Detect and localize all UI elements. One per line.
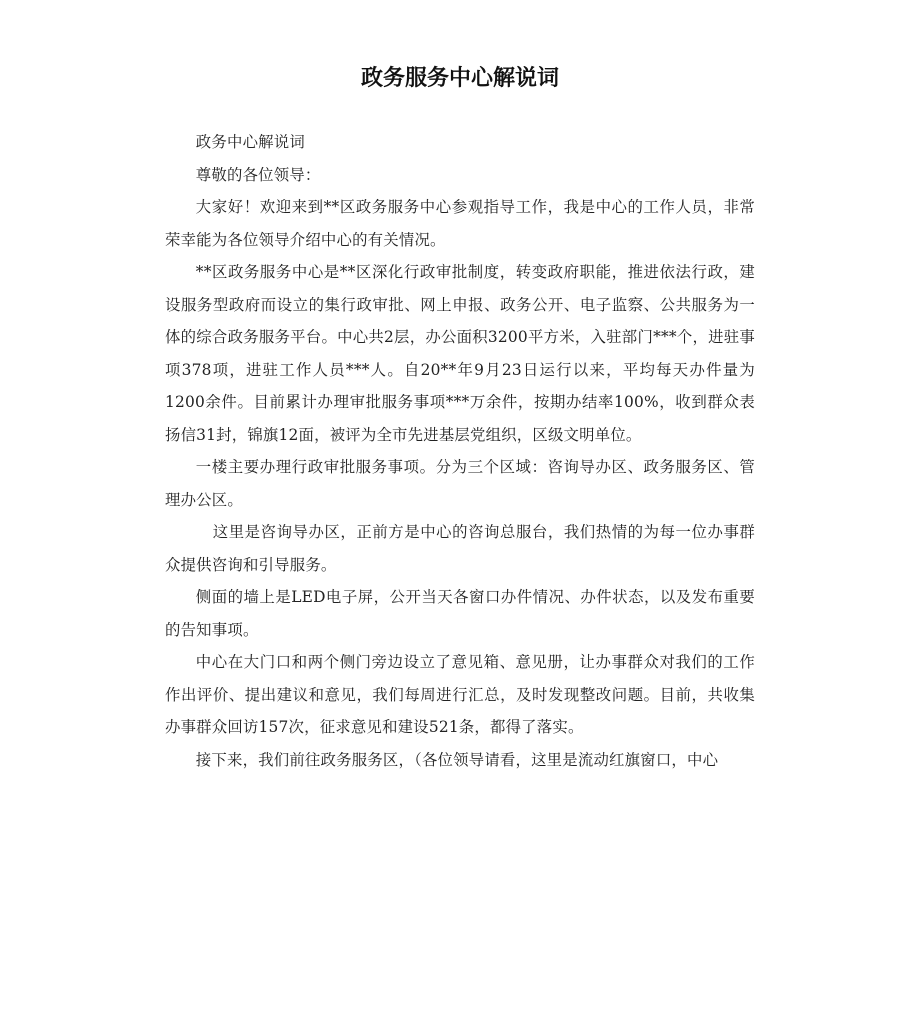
paragraph-led-screen: 侧面的墙上是LED电子屏，公开当天各窗口办件情况、办件状态，以及发布重要的告知事项。 (165, 588, 755, 639)
paragraph-greeting: 大家好！欢迎来到**区政务服务中心参观指导工作，我是中心的工作人员，非常荣幸能为各位领导介绍中心的有关情况。 (165, 198, 755, 249)
paragraph-salutation: 尊敬的各位领导： (195, 165, 321, 184)
paragraph-feedback: 中心在大门口和两个侧门旁边设立了意见箱、意见册，让办事群众对我们的工作作出评价、提出建议和意见，我们每周进行汇总，及时发现整改问题。目前，共收集办事群众回访157次，征求意见和建设521条，都得了落实。 (165, 653, 755, 736)
document-title: 政务服务中心解说词 (360, 66, 559, 91)
document-body (165, 126, 755, 776)
paragraph-center-overview: **区政务服务中心是**区深化行政审批制度，转变政府职能，推进依法行政，建设服务型政府而设立的集行政审批、网上申报、政务公开、电子监察、公共服务为一体的综合政务服务平台。中心共2层，办公面积3200平方米，入驻部门***个，进驻事项378项，进驻工作人员***人。自20**年9月23日运行以来，平均每天办件量为1200余件。目前累计办理审批服务事项***万余件，按期办结率100%，收到群众表扬信31封，锦旗12面，被评为全市先进基层党组织，区级文明单位。 (165, 263, 755, 444)
paragraph-next-area: 接下来，我们前往政务服务区，（各位领导请看，这里是流动红旗窗口，中心 (195, 750, 719, 769)
paragraph-subtitle: 政务中心解说词 (195, 133, 305, 151)
paragraph-first-floor: 一楼主要办理行政审批服务事项。分为三个区域：咨询导办区、政务服务区、管理办公区。 (165, 458, 755, 509)
paragraph-consult-area: 这里是咨询导办区，正前方是中心的咨询总服台，我们热情的为每一位办事群众提供咨询和引导服务。 (165, 523, 755, 574)
